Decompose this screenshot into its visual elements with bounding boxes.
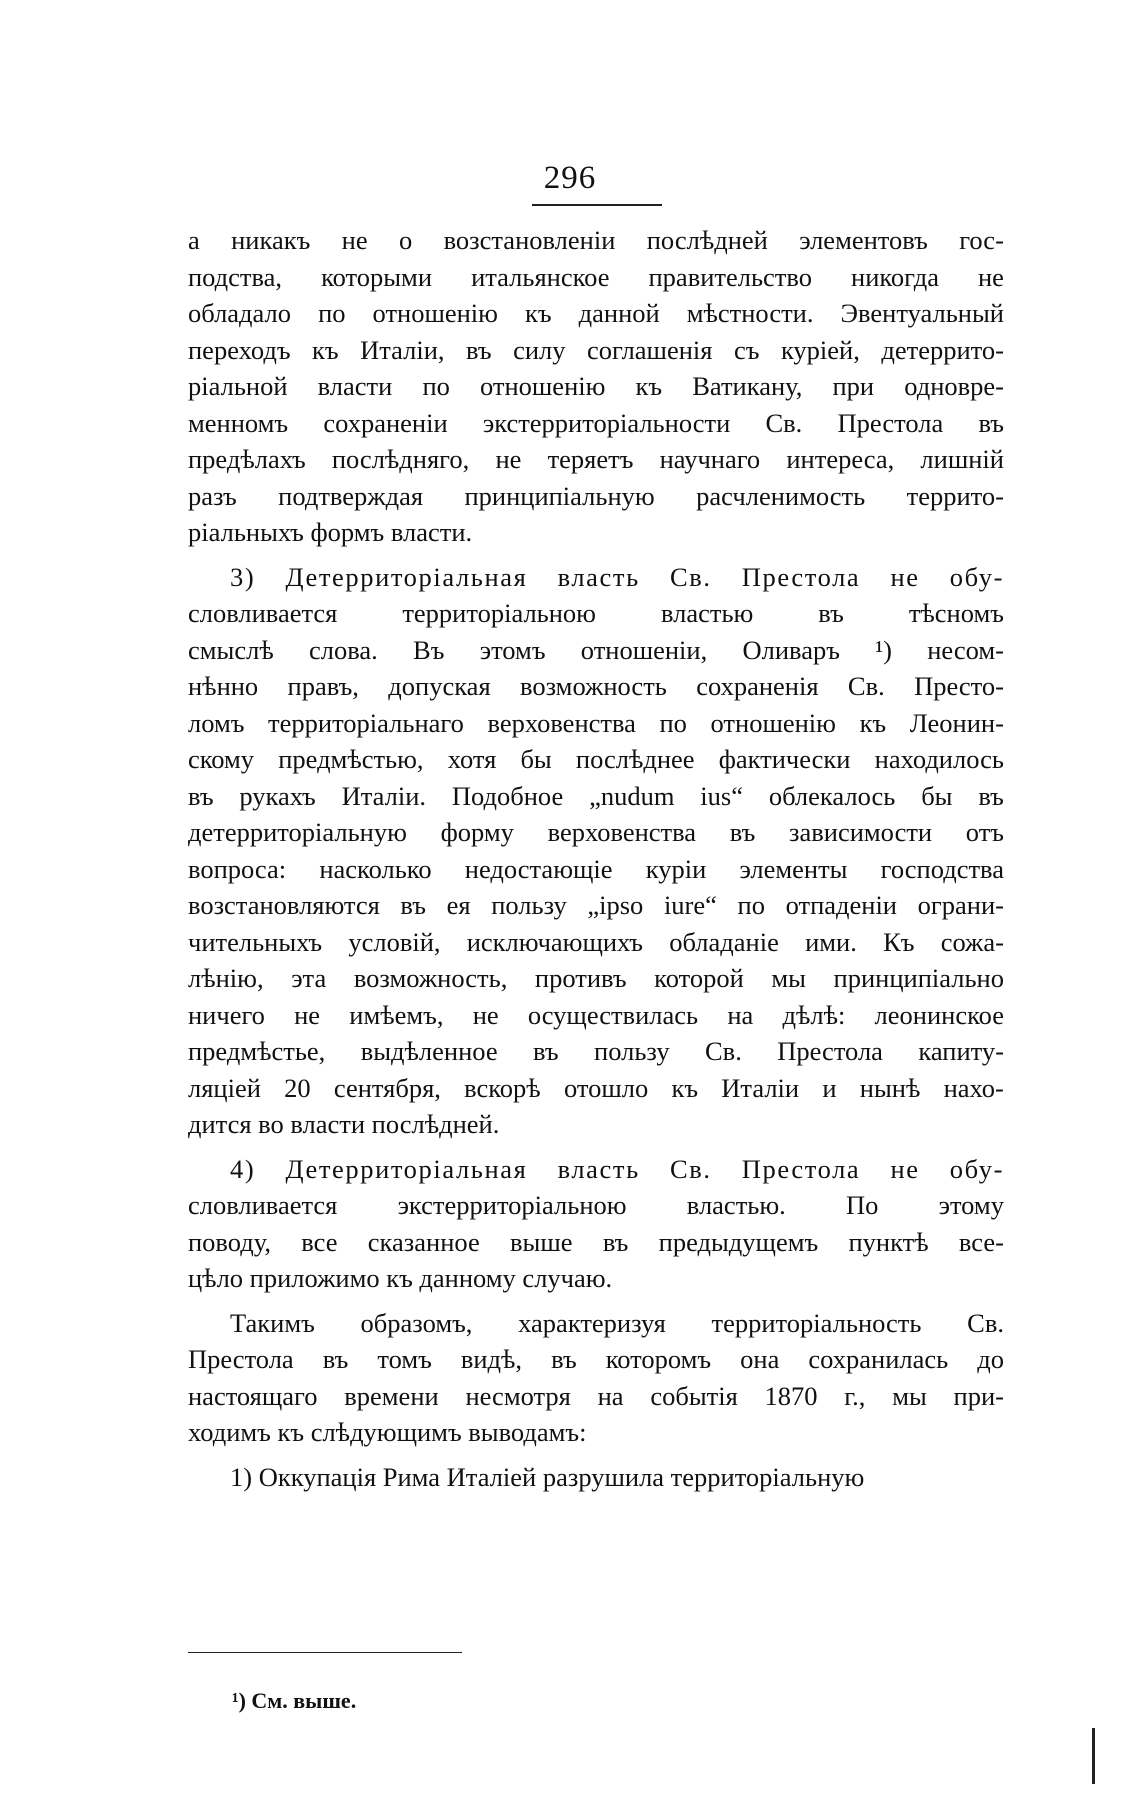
text-line: ріальныхъ формъ власти. xyxy=(188,517,473,547)
text-line: 1) Оккупація Рима Италіей разрушила территоріальную xyxy=(230,1461,865,1492)
text-line: словливается экстерриторіальною властью. По этому xyxy=(188,1190,1004,1220)
text-line: разъ подтверждая принципіальную расчленимость террито- xyxy=(188,480,1004,511)
text-line: ничего не имѣемъ, не осуществилась на дѣлѣ: леонинское xyxy=(188,999,1004,1030)
text-line: подства, которыми итальянское правительство никогда не xyxy=(188,261,1004,292)
text-line: дится во власти послѣдней. xyxy=(188,1109,500,1139)
text-line: скому предмѣстью, хотя бы послѣднее фактически находилось xyxy=(188,744,1004,774)
text-line: цѣло приложимо къ данному случаю. xyxy=(188,1263,613,1293)
text-line: ломъ территоріальнаго верховенства по отношенію къ Леонин- xyxy=(188,707,1004,738)
text-line: 3) Детерриторіальная власть Св. Престола не обу- xyxy=(230,561,1004,592)
body-text xyxy=(188,222,1004,1495)
text-line: предмѣстье, выдѣленное въ пользу Св. Престола капиту- xyxy=(188,1036,1004,1066)
text-line: обладало по отношенію къ данной мѣстности. Эвентуальный xyxy=(188,298,1004,328)
text-line: ходимъ къ слѣдующимъ выводамъ: xyxy=(188,1417,587,1447)
text-line: вопроса: насколько недостающіе куріи элементы господства xyxy=(188,853,1004,884)
text-line: смыслѣ слова. Въ этомъ отношеніи, Оливаръ ¹) несом- xyxy=(188,634,1004,665)
text-line: менномъ сохраненіи экстерриторіальности Св. Престола въ xyxy=(188,407,1004,438)
text-line: поводу, все сказанное выше въ предыдущемъ пунктѣ все- xyxy=(188,1226,1004,1257)
text-line: чительныхъ условій, исключающихъ обладаніе ими. Къ сожа- xyxy=(188,926,1004,957)
footnote-rule xyxy=(188,1652,462,1653)
text-line: детерриторіальную форму верховенства въ зависимости отъ xyxy=(188,817,1004,847)
paragraph xyxy=(188,1459,1004,1496)
text-line: ляціей 20 сентября, вскорѣ отошло къ Италіи и нынѣ нахо- xyxy=(188,1072,1004,1103)
text-line: 4) Детерриторіальная власть Св. Престола не обу- xyxy=(230,1153,1004,1184)
text-line: Такимъ образомъ, характеризуя территоріальность Св. xyxy=(230,1307,1004,1338)
margin-mark xyxy=(1092,1728,1095,1784)
header-rule xyxy=(532,204,662,206)
paragraph xyxy=(188,1305,1004,1451)
text-line: лѣнію, эта возможность, противъ которой мы принципіально xyxy=(188,963,1004,993)
text-line: въ рукахъ Италіи. Подобное „nudum ius“ облекалось бы въ xyxy=(188,780,1004,811)
footnote: ¹) См. выше. xyxy=(232,1688,357,1713)
paragraph xyxy=(188,559,1004,1143)
text-line: ріальной власти по отношенію къ Ватикану, при одновре- xyxy=(188,371,1004,401)
text-line: нѣнно правъ, допуская возможность сохраненія Св. Престо- xyxy=(188,671,1004,701)
text-line: словливается территоріальною властью въ тѣсномъ xyxy=(188,598,1004,628)
text-line: возстановляются въ ея пользу „ipso iure“ по отпаденіи ограни- xyxy=(188,890,1004,920)
paragraph xyxy=(188,222,1004,551)
paragraph xyxy=(188,1151,1004,1297)
text-line: предѣлахъ послѣдняго, не теряетъ научнаго интереса, лишній xyxy=(188,444,1004,474)
text-line: Престола въ томъ видѣ, въ которомъ она сохранилась до xyxy=(188,1344,1004,1374)
text-line: а никакъ не о возстановленіи послѣдней элементовъ гос- xyxy=(188,225,1004,255)
text-line: настоящаго времени несмотря на событія 1870 г., мы при- xyxy=(188,1380,1004,1411)
page-number: 296 xyxy=(543,160,597,196)
text-line: переходъ къ Италіи, въ силу соглашенія съ куріей, детеррито- xyxy=(188,334,1004,365)
